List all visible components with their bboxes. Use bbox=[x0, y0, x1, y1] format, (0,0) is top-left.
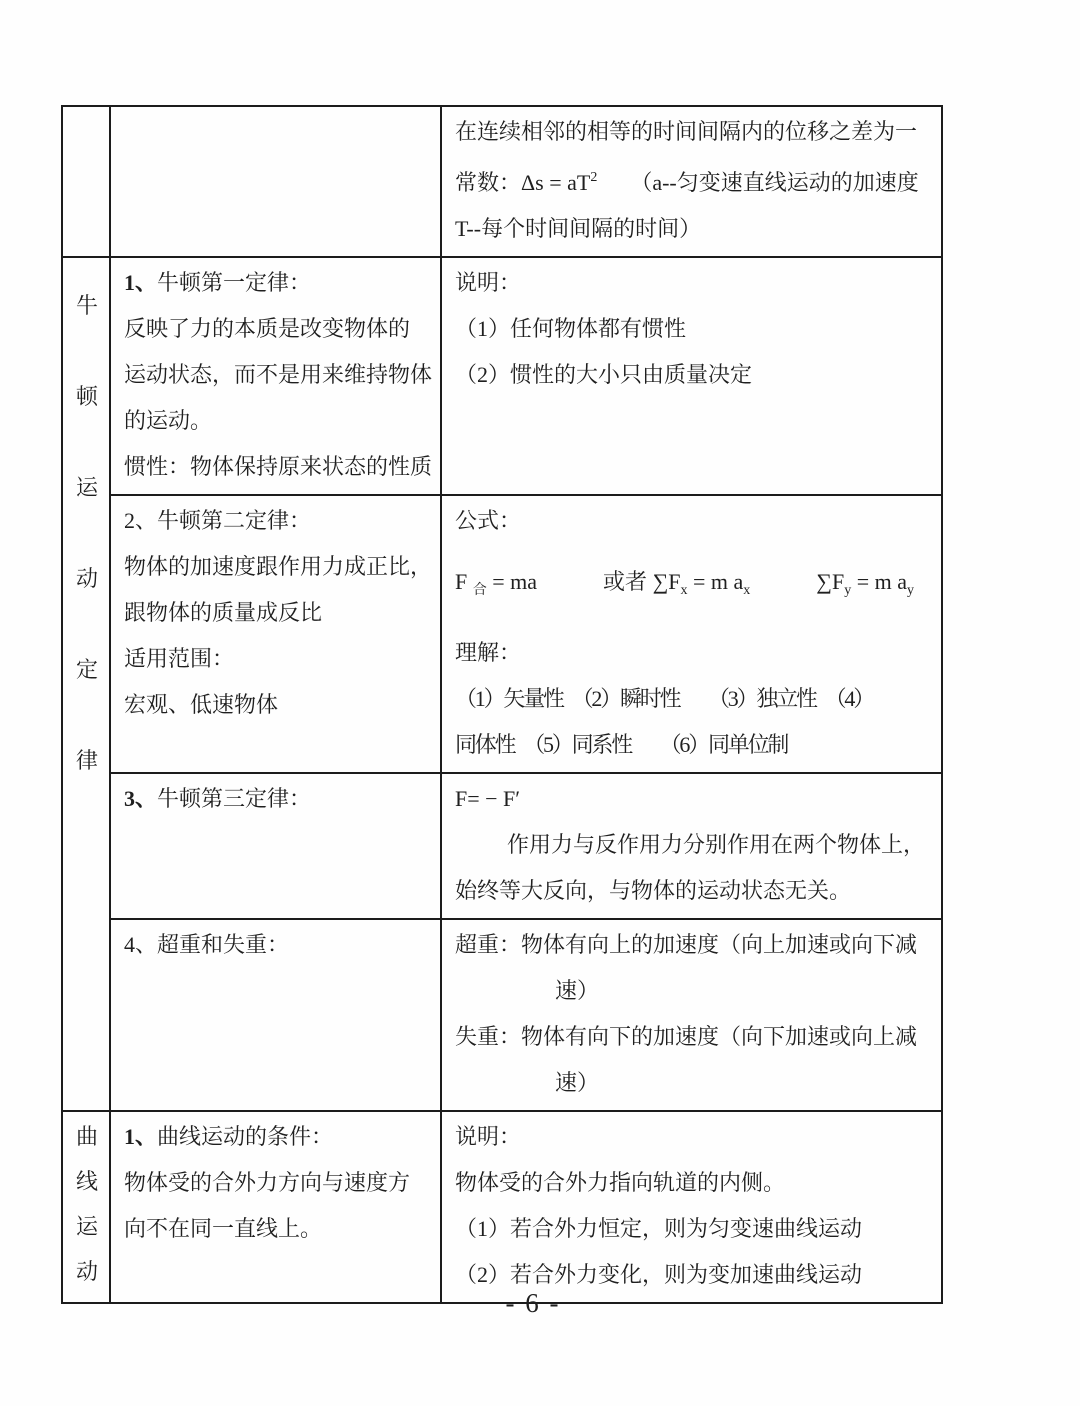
cell-third-law-left bbox=[110, 773, 441, 919]
section-char: 动 bbox=[76, 566, 99, 591]
text-line: （2）若合外力变化，则为变加速曲线运动 bbox=[455, 1262, 863, 1287]
superscript: 2 bbox=[590, 170, 598, 185]
text-line: 宏观、低速物体 bbox=[124, 692, 279, 717]
text-line: 理解： bbox=[455, 640, 522, 665]
physics-notes-table bbox=[61, 105, 943, 1304]
text-line: （1）任何物体都有惯性 bbox=[455, 316, 687, 341]
item-heading bbox=[124, 776, 428, 822]
formula-text: ∑F bbox=[652, 569, 681, 594]
formula-text: = m a bbox=[851, 569, 908, 594]
subscript: x bbox=[680, 583, 688, 598]
text-line: 在连续相邻的相等的时间间隔内的位移之差为一 bbox=[455, 119, 918, 144]
formula-annotation: （a--匀变速直线运动的加速度 bbox=[597, 170, 919, 195]
formula-line bbox=[455, 155, 929, 206]
cell-second-law-right bbox=[441, 495, 942, 773]
text-line: 物体的加速度跟作用力成正比， bbox=[124, 554, 433, 579]
section-char: 曲 bbox=[76, 1124, 99, 1149]
cell-empty-label bbox=[62, 106, 110, 257]
formula-text: 常数：Δs = aT bbox=[455, 170, 591, 195]
item-title: 牛顿第一定律： bbox=[157, 270, 312, 295]
text-line: 的运动。 bbox=[124, 408, 213, 433]
item-heading bbox=[124, 1114, 428, 1160]
item-heading bbox=[124, 260, 428, 306]
formula-text bbox=[750, 569, 816, 594]
text-line: 反映了力的本质是改变物体的 bbox=[124, 316, 411, 341]
table-row-newton-first-law bbox=[62, 257, 942, 495]
formula-text: 或者 bbox=[537, 569, 653, 594]
cell-first-law-left bbox=[110, 257, 441, 495]
cell-empty-left bbox=[110, 106, 441, 257]
item-number: 1、 bbox=[124, 1124, 158, 1149]
cell-third-law-right bbox=[441, 773, 942, 919]
text-line: （1）矢量性 （2）瞬时性 （3）独立性 （4） bbox=[455, 686, 874, 711]
section-label-newton-laws bbox=[62, 257, 110, 1111]
text-line: 作用力与反作用力分别作用在两个物体上， bbox=[507, 832, 926, 857]
section-char: 顿 bbox=[76, 384, 99, 409]
subscript: y bbox=[844, 583, 852, 598]
text-line: 同体性 （5）同系性 （6）同单位制 bbox=[455, 732, 788, 757]
item-heading bbox=[124, 922, 428, 968]
item-title: 牛顿第三定律： bbox=[157, 786, 312, 811]
item-title: 曲线运动的条件： bbox=[157, 1124, 334, 1149]
section-char: 线 bbox=[76, 1169, 99, 1194]
text-line: T--每个时间间隔的时间） bbox=[455, 216, 702, 241]
formula-text: ∑F bbox=[816, 569, 845, 594]
section-char: 牛 bbox=[76, 293, 99, 318]
item-number: 4、 bbox=[124, 932, 158, 957]
formula-text: = m a bbox=[687, 569, 744, 594]
text-line: 说明： bbox=[455, 1124, 522, 1149]
cell-first-law-right bbox=[441, 257, 942, 495]
cell-second-law-left bbox=[110, 495, 441, 773]
text-line: 速） bbox=[555, 1070, 600, 1095]
cell-curve-left bbox=[110, 1111, 441, 1303]
text-line: 惯性：物体保持原来状态的性质 bbox=[124, 454, 433, 479]
subscript: 合 bbox=[472, 583, 487, 598]
cell-weight-left bbox=[110, 919, 441, 1111]
vertical-section-title bbox=[76, 260, 97, 806]
text-line: 适用范围： bbox=[124, 646, 235, 671]
vertical-section-title bbox=[76, 1114, 97, 1294]
text-line: 超重：物体有向上的加速度（向上加速或向下减 bbox=[455, 932, 918, 957]
cell-weight-right bbox=[441, 919, 942, 1111]
item-title: 超重和失重： bbox=[157, 932, 290, 957]
formula-text: F bbox=[455, 569, 473, 594]
text-line: （2）惯性的大小只由质量决定 bbox=[455, 362, 753, 387]
text-line: （1）若合外力恒定，则为匀变速曲线运动 bbox=[455, 1216, 863, 1241]
page-number: - 6 - bbox=[505, 1288, 561, 1318]
table-row-uniform-accel bbox=[62, 106, 942, 257]
cell-uniform-accel-note bbox=[441, 106, 942, 257]
text-line: 物体受的合外力方向与速度方 bbox=[124, 1170, 411, 1195]
section-char: 运 bbox=[76, 1214, 99, 1239]
subscript: y bbox=[907, 583, 915, 598]
table-row-curve-motion bbox=[62, 1111, 942, 1303]
section-char: 定 bbox=[76, 657, 99, 682]
item-title: 牛顿第二定律： bbox=[157, 508, 312, 533]
text-line: 速） bbox=[555, 978, 600, 1003]
item-number: 2、 bbox=[124, 508, 158, 533]
item-number: 3、 bbox=[124, 786, 158, 811]
table-row-newton-second-law bbox=[62, 495, 942, 773]
formula-text: = ma bbox=[486, 569, 538, 594]
text-line: 向不在同一直线上。 bbox=[124, 1216, 323, 1241]
text-line: 物体受的合外力指向轨道的内侧。 bbox=[455, 1170, 786, 1195]
table-row-weight bbox=[62, 919, 942, 1111]
text-line: 运动状态，而不是用来维持物体 bbox=[124, 362, 433, 387]
text-line: 跟物体的质量成反比 bbox=[124, 600, 323, 625]
item-number: 1、 bbox=[124, 270, 158, 295]
section-char: 运 bbox=[76, 475, 99, 500]
formula-line: F= − F′ bbox=[455, 786, 521, 811]
item-heading bbox=[124, 498, 428, 544]
text-line: 公式： bbox=[455, 508, 522, 533]
text-line: 失重：物体有向下的加速度（向下加速或向上减 bbox=[455, 1024, 918, 1049]
table-row-newton-third-law bbox=[62, 773, 942, 919]
cell-curve-right bbox=[441, 1111, 942, 1303]
subscript: x bbox=[743, 583, 751, 598]
section-label-curve-motion bbox=[62, 1111, 110, 1303]
text-line: 说明： bbox=[455, 270, 522, 295]
section-char: 动 bbox=[76, 1259, 99, 1284]
newton-second-law-formula bbox=[455, 559, 929, 614]
text-line: 始终等大反向，与物体的运动状态无关。 bbox=[455, 878, 852, 903]
section-char: 律 bbox=[76, 748, 99, 773]
